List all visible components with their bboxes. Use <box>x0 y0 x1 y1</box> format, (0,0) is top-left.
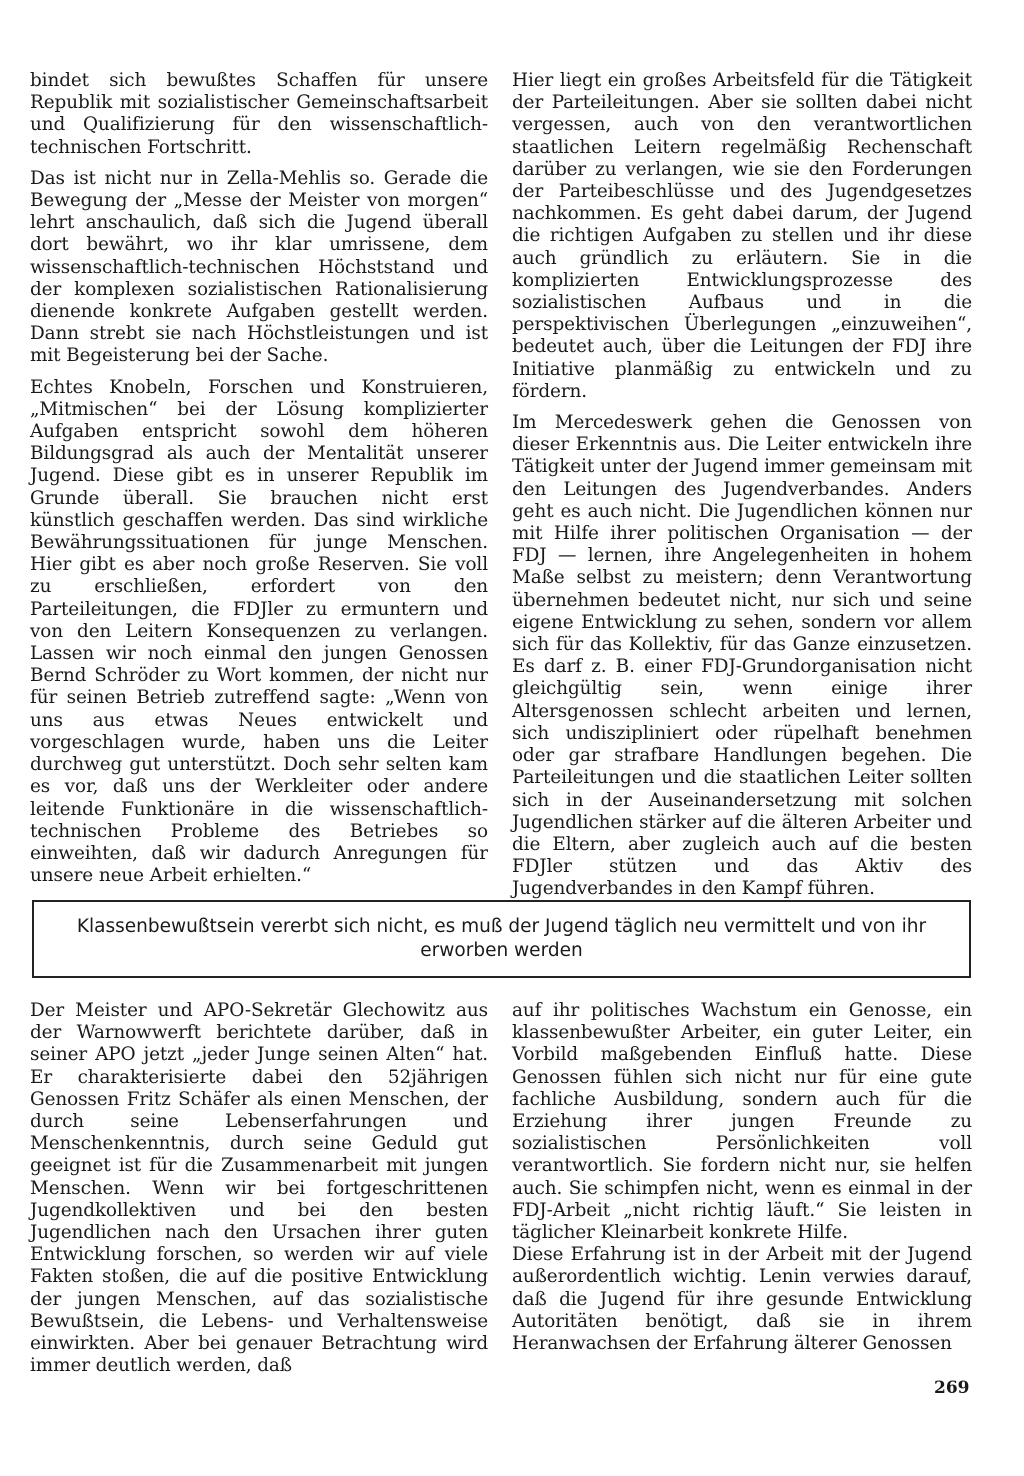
paragraph: bindet sich bewußtes Schaffen für unsere Republik mit sozialistischer Gemeinschaftsarbeit und Qualifizierung für den wissenschaftlich-technischen Fortschritt. <box>30 70 488 158</box>
section-headline: Klassenbewußtsein vererbt sich nicht, es muß der Jugend täglich neu vermittelt und von ihr erworben werden <box>76 916 927 961</box>
paragraph: Das ist nicht nur in Zella-Mehlis so. Gerade die Bewegung der „Messe der Meister von morgen“ lehrt anschaulich, daß sich die Jugend überall dort bewährt, wo ihr klar umrissene, dem wissenschaftlich-technischen Höchststand und der komplexen sozialistischen Rationalisierung dienende konkrete Aufgaben gestellt werden. Dann strebt sie nach Höchstleistungen und ist mit Begeisterung bei der Sache. <box>30 167 488 367</box>
paragraph: Der Meister und APO-Sekretär Glechowitz aus der Warnowwerft berichtete darüber, daß in seiner APO jetzt „jeder Junge seinen Alten“ hat. Er charakterisierte dabei den 52jährigen Genossen Fritz Schäfer als einen Menschen, der durch seine Lebenserfahrungen und Menschenkenntnis, durch seine Geduld gut geeignet ist für die Zusammenarbeit mit jungen Menschen. Wenn wir bei fortgeschrittenen Jugendkollektiven und bei den besten Jugendlichen nach den Ursachen ihrer guten Entwicklung forschen, so werden wir auf viele Fakten stoßen, die auf die positive Entwicklung der jungen Menschen, auf das sozialistische Bewußtsein, die Lebens- und Verhaltensweise einwirkten. Aber bei genauer Betrachtung wird immer deutlich werden, daß <box>30 1000 488 1377</box>
paragraph: Hier liegt ein großes Arbeitsfeld für die Tätigkeit der Parteileitungen. Aber sie sollten dabei nicht vergessen, auch von den verantwortlichen staatlichen Leitern regelmäßig Rechenschaft darüber zu verlangen, wie sie den Forderungen der Parteibeschlüsse und des Jugendgesetzes nachkommen. Es geht dabei darum, der Jugend die richtigen Aufgaben zu stellen und ihr diese auch gründlich zu erläutern. Sie in die komplizierten Entwicklungsprozesse des sozialistischen Aufbaus und in die perspektivischen Überlegungen „einzuweihen“, bedeutet auch, über die Leitungen der FDJ ihre Initiative planmäßig zu entwickeln und zu fördern. <box>512 70 972 402</box>
section-headline-box <box>32 900 971 978</box>
column-right-top <box>512 70 972 910</box>
page-number: 269 <box>934 1378 970 1398</box>
paragraph: Im Mercedeswerk gehen die Genossen von dieser Erkenntnis aus. Die Leiter entwickeln ihre Tätigkeit unter der Jugend immer gemeinsam mit den Leitungen des Jugendverbandes. Anders geht es auch nicht. Die Jugendlichen können nur mit Hilfe ihrer politischen Organisation — der FDJ — lernen, ihre Angelegenheiten in hohem Maße selbst zu meistern; denn Verantwortung übernehmen bedeutet nicht, nur sich und seine eigene Entwicklung zu sehen, sondern vor allem sich für das Kollektiv, für das Ganze einzusetzen. Es darf z. B. einer FDJ-Grundorganisation nicht gleichgültig sein, wenn einige ihrer Altersgenossen schlecht arbeiten und lernen, sich undiszipliniert oder rüpelhaft benehmen oder gar strafbare Handlungen begehen. Die Parteileitungen und die staatlichen Leiter sollten sich in der Auseinandersetzung mit solchen Jugendlichen stärker auf die älteren Arbeiter und die Eltern, aber zugleich auch auf die besten FDJler stützen und das Aktiv des Jugendverbandes in den Kampf führen. <box>512 412 972 900</box>
paragraph: auf ihr politisches Wachstum ein Genosse, ein klassenbewußter Arbeiter, ein guter Leiter, ein Vorbild maßgebenden Einfluß hatte. Diese Genossen fühlen sich nicht nur für eine gute fachliche Ausbildung, sondern auch für die Erziehung ihrer jungen Freunde zu sozialistischen Persönlichkeiten voll verantwortlich. Sie fordern nicht nur, sie helfen auch. Sie schimpfen nicht, wenn es einmal in der FDJ-Arbeit „nicht richtig läuft.“ Sie leisten in täglicher Kleinarbeit konkrete Hilfe. <box>512 1000 972 1244</box>
column-right-bottom <box>512 1000 972 1364</box>
paragraph: Diese Erfahrung ist in der Arbeit mit der Jugend außerordentlich wichtig. Lenin verwies darauf, daß die Jugend für ihre gesunde Entwicklung Autoritäten benötigt, daß sie in ihrem Heranwachsen der Erfahrung älterer Genossen <box>512 1244 972 1355</box>
column-left-bottom <box>30 1000 488 1386</box>
paragraph: Echtes Knobeln, Forschen und Konstruieren, „Mitmischen“ bei der Lösung komplizierter Aufgaben entspricht sowohl dem höheren Bildungsgrad als auch der Mentalität unserer Jugend. Diese gibt es in unserer Republik im Grunde überall. Sie brauchen nicht erst künstlich geschaffen werden. Das sind wirkliche Bewährungssituationen für junge Menschen. Hier gibt es aber noch große Reserven. Sie voll zu erschließen, erfordert von den Parteileitungen, die FDJler zu ermuntern und von den Leitern Konsequenzen zu verlangen. Lassen wir noch einmal den jungen Genossen Bernd Schröder zu Wort kommen, der nicht nur für seinen Betrieb zutreffend sagte: „Wenn von uns aus etwas Neues entwickelt und vorgeschlagen wurde, haben uns die Leiter durchweg gut unterstützt. Doch sehr selten kam es vor, daß uns der Werkleiter oder andere leitende Funktionäre in die wissenschaftlich-technischen Probleme des Betriebes so einweihten, daß wir dadurch Anregungen für unsere neue Arbeit erhielten.“ <box>30 376 488 887</box>
column-left-top <box>30 70 488 896</box>
